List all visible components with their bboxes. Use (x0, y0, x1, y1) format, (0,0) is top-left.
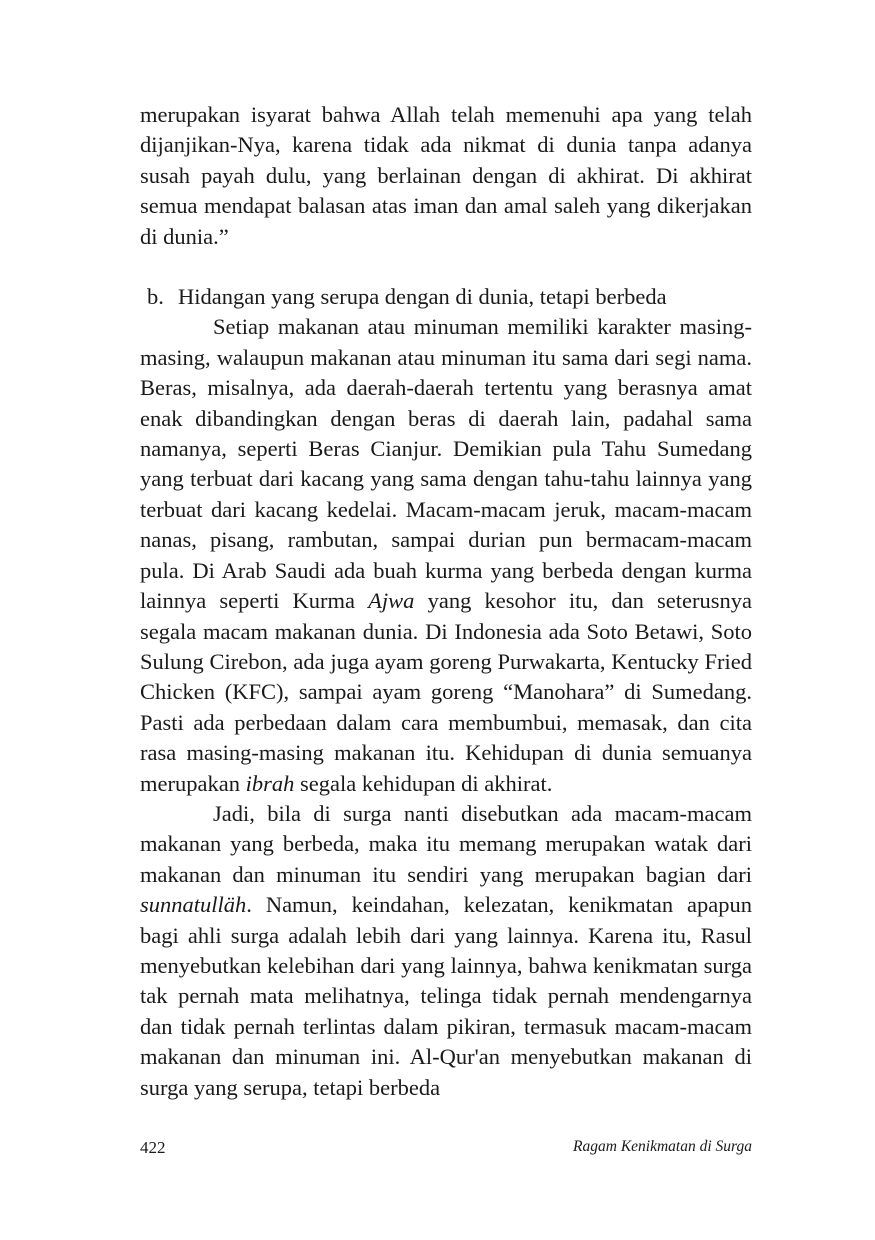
paragraph-2-part-2: yang kesohor itu, dan seterusnya segala macam makanan dunia. Di Indonesia ada Soto Betawi, Soto Sulung Cirebon, ada juga ayam goreng Purwakarta, Kentucky Fried Chicken (KFC), sampai ayam goreng “Manohara” di Sumedang. Pasti ada perbedaan dalam cara membumbui, memasak, dan cita rasa masing-masing makanan itu. Kehidupan di dunia semuanya merupakan (140, 588, 752, 796)
paragraph-3-part-2: . Namun, keindahan, kelezatan, kenikmatan apapun bagi ahli surga adalah lebih dari yang lainnya. Karena itu, Rasul menyebutkan kelebihan dari yang lainnya, bahwa kenikmatan surga tak pernah mata melihatnya, telinga tidak pernah mendengarnya dan tidak pernah terlintas dalam pikiran, termasuk macam-macam makanan dan minuman ini. Al-Qur'an menyebutkan makanan di surga yang serupa, tetapi berbeda (140, 892, 752, 1100)
paragraph-heaven-food (140, 799, 752, 1103)
paragraph-food-character (140, 312, 752, 799)
subheading-marker: b. (147, 284, 164, 310)
paragraph-3-part-1: Jadi, bila di surga nanti disebutkan ada macam-macam makanan yang berbeda, maka itu memang merupakan watak dari makanan dan minuman itu sendiri yang merupakan bagian dari (140, 800, 752, 887)
italic-term-ajwa: Ajwa (368, 588, 415, 614)
page-number: 422 (140, 1138, 166, 1157)
paragraph-2-part-3: segala kehidupan di akhirat. (294, 770, 553, 796)
running-title: Ragam Kenikmatan di Surga (573, 1138, 752, 1155)
subheading-text: Hidangan yang serupa dengan di dunia, tetapi berbeda (178, 284, 667, 310)
page-footer (140, 1138, 752, 1162)
italic-term-sunnatullah: sunnatulläh (140, 892, 247, 918)
italic-term-ibrah: ibrah (245, 770, 295, 796)
paragraph-2-part-1: Setiap makanan atau minuman memiliki karakter masing-masing, walaupun makanan atau minuman itu sama dari segi nama. Beras, misalnya, ada daerah-daerah tertentu yang berasnya amat enak dibandingkan dengan beras di daerah lain, padahal sama namanya, seperti Beras Cianjur. Demikian pula Tahu Sumedang yang terbuat dari kacang yang sama dengan tahu-tahu lainnya yang terbuat dari kacang kedelai. Macam-macam jeruk, macam-macam nanas, pisang, rambutan, sampai durian pun bermacam-macam pula. Di Arab Saudi ada buah kurma yang berbeda dengan kurma lainnya seperti Kurma (140, 314, 752, 614)
page-body (140, 100, 752, 1103)
section-subheading (140, 282, 752, 312)
paragraph-continued: merupakan isyarat bahwa Allah telah memenuhi apa yang telah dijanjikan-Nya, karena tidak ada nikmat di dunia tanpa adanya susah payah dulu, yang berlainan dengan di akhirat. Di akhirat semua mendapat balasan atas iman dan amal saleh yang dikerjakan di dunia.” (140, 102, 752, 249)
paragraph-spacer (140, 252, 752, 282)
